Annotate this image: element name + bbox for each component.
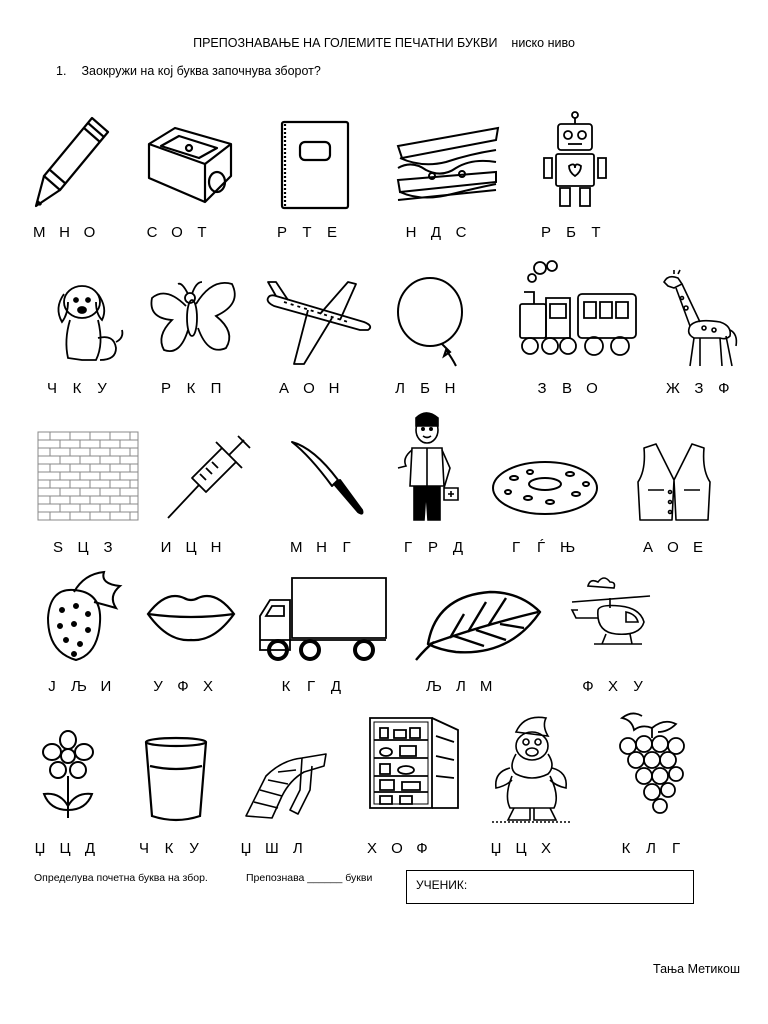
answer-letters-row3-item5 [510,539,588,556]
letter-option[interactable]: В [561,380,572,397]
syringe-icon [166,434,252,520]
letter-option[interactable]: О [586,380,598,397]
letter-option[interactable]: У [153,678,163,695]
letter-option[interactable]: Н [316,539,327,556]
letter-option[interactable]: К [164,840,174,857]
letter-option[interactable]: З [103,539,113,556]
letter-option[interactable]: Ш [265,840,279,857]
letter-option[interactable]: Њ [560,539,576,556]
brick-wall-icon [36,430,140,522]
puppy-icon [50,278,126,366]
letter-option[interactable]: Н [59,224,70,241]
knife-icon [290,438,366,518]
answer-letters-row2-item1 [46,380,121,397]
answer-letters-row2-item3 [278,380,353,397]
fridge-icon [366,716,464,812]
answer-letters-row4-item5 [582,678,657,695]
strawberry-icon [44,566,124,664]
answer-letters-row2-item6 [666,380,743,397]
letter-option[interactable]: Љ [426,678,442,695]
letter-option[interactable]: М [290,539,303,556]
letter-option[interactable]: Д [430,224,442,241]
letter-option[interactable]: К [72,380,82,397]
letter-option[interactable]: И [100,678,112,695]
student-label: УЧЕНИК: [416,878,468,892]
answer-letters-row1-item4 [405,224,480,241]
giraffe-icon [660,270,740,368]
leaf-icon [414,586,542,662]
glass-icon [144,736,208,824]
letter-option[interactable]: З [537,380,547,397]
letter-option[interactable]: Т [302,224,312,241]
letter-option[interactable]: Ч [139,840,149,857]
letter-option[interactable]: Х [202,678,213,695]
sandwich-icon [392,124,504,206]
answer-letters-row5-item2 [138,840,213,857]
answer-letters-row1-item3 [276,224,351,241]
answer-letters-row3-item2 [160,539,235,556]
letter-option[interactable]: Л [292,840,303,857]
letter-option[interactable]: У [633,678,643,695]
letter-option[interactable]: Е [692,539,703,556]
letter-option[interactable]: К [621,840,631,857]
letter-option[interactable]: О [171,224,183,241]
letter-option[interactable]: Љ [71,678,87,695]
letter-option[interactable]: Б [420,380,430,397]
letter-option[interactable]: Г [671,840,681,857]
letter-option[interactable]: Р [276,224,287,241]
answer-letters-row4-item2 [152,678,227,695]
letter-option[interactable]: Х [540,840,551,857]
letters-recognized-field[interactable]: Препознава ______ букви [246,872,373,884]
flower-icon [36,730,100,822]
answer-letters-row3-item3 [290,539,366,556]
letter-option[interactable]: Д [84,840,96,857]
answer-letters-row1-item5 [540,224,615,241]
letter-option[interactable]: Ф [177,678,189,695]
letter-option[interactable]: О [83,224,96,241]
lips-icon [146,588,236,642]
letter-option[interactable]: Џ [240,840,252,857]
letter-option[interactable]: Т [591,224,601,241]
letter-option[interactable]: Т [197,224,207,241]
vest-icon [636,440,712,524]
letter-option[interactable]: С [455,224,467,241]
letter-option[interactable]: А [642,539,653,556]
letter-option[interactable]: Ч [47,380,57,397]
letter-option[interactable]: Ц [77,539,89,556]
letter-option[interactable]: М [33,224,46,241]
letter-option[interactable]: К [186,380,196,397]
letter-option[interactable]: М [479,678,493,695]
letter-option[interactable]: Л [395,380,405,397]
doctor-icon [392,408,462,526]
letter-option[interactable]: С [146,224,158,241]
helicopter-icon [570,574,662,660]
answer-letters-row5-item4 [366,840,441,857]
letter-option[interactable]: Р [540,224,551,241]
letter-option[interactable]: Н [328,380,340,397]
letter-option[interactable]: Х [366,840,377,857]
author-name: Тања Метикош [653,962,740,976]
pencil-icon [30,112,114,212]
butterfly-icon [146,276,242,360]
letter-option[interactable]: Ф [718,380,730,397]
letter-option[interactable]: Г [342,539,351,556]
letter-option[interactable]: Н [210,539,222,556]
answer-letters-row2-item4 [394,380,469,397]
letter-option[interactable]: Л [455,678,466,695]
letter-option[interactable]: К [281,678,291,695]
letter-option[interactable]: Д [452,539,464,556]
letter-option[interactable]: Ц [185,539,197,556]
letter-option[interactable]: Г [511,539,521,556]
letter-option[interactable]: Џ [34,840,46,857]
letter-option[interactable]: У [97,380,107,397]
letter-option[interactable]: З [694,380,704,397]
answer-letters-row3-item1 [52,539,127,556]
letter-option[interactable]: П [210,380,222,397]
letter-option[interactable]: И [160,539,172,556]
student-name-box[interactable] [406,870,694,904]
letter-option[interactable]: Г [403,539,413,556]
answer-letters-row2-item2 [160,380,235,397]
letter-option[interactable]: Е [326,224,337,241]
sharpener-icon [145,122,235,210]
letter-option[interactable]: Г [306,678,316,695]
letter-option[interactable]: Ѕ [52,539,63,556]
dwarf-icon [486,712,576,824]
truck-icon [256,576,390,662]
letter-option[interactable]: О [391,840,403,857]
grapes-icon [612,710,694,820]
letter-option[interactable]: Н [405,224,417,241]
letter-option[interactable]: Ж [666,380,680,397]
letter-option[interactable]: О [667,539,679,556]
balloon-icon [394,276,470,368]
instruction [56,64,321,78]
letter-option[interactable]: Р [427,539,438,556]
notebook-icon [276,118,352,212]
answer-letters-row5-item3 [240,840,317,857]
answer-letters-row5-item5 [490,840,565,857]
answer-letters-row1-item1 [33,224,109,241]
answer-letters-row4-item1 [46,678,125,695]
answer-letters-row2-item5 [536,380,611,397]
page-title: ПРЕПОЗНАВАЊЕ НА ГОЛЕМИТЕ ПЕЧАТНИ БУКВИ ниско ниво [193,36,575,50]
train-icon [512,260,640,360]
skill-description: Определува почетна буква на збор. [34,872,208,884]
letter-option[interactable]: Ф [582,678,594,695]
letter-option[interactable]: Д [330,678,342,695]
letter-option[interactable]: А [278,380,289,397]
letter-option[interactable]: Ј [48,678,56,695]
scarf-icon [242,750,330,822]
answer-letters-row1-item2 [146,224,221,241]
letter-option[interactable]: Б [566,224,576,241]
answer-letters-row3-item4 [402,539,477,556]
letter-option[interactable]: Ц [515,840,527,857]
answer-letters-row5-item6 [620,840,695,857]
letter-option[interactable]: Х [607,678,618,695]
letter-option[interactable]: Ц [59,840,71,857]
letter-option[interactable]: Џ [490,840,502,857]
letter-option[interactable]: Р [160,380,171,397]
instruction-number: 1. [56,64,67,78]
letter-option[interactable]: Л [646,840,656,857]
letter-option[interactable]: У [189,840,199,857]
letter-option[interactable]: О [303,380,315,397]
donut-icon [490,460,600,516]
airplane-icon [264,280,376,366]
robot-icon [540,110,610,210]
letter-option[interactable]: Н [444,380,456,397]
answer-letters-row3-item6 [642,539,717,556]
instruction-text: Заокружи на кој буква започнува зборот? [81,64,321,78]
letter-option[interactable]: Ѓ [536,539,546,556]
letter-option[interactable]: Ф [416,840,428,857]
answer-letters-row4-item4 [426,678,505,695]
answer-letters-row4-item3 [280,678,355,695]
answer-letters-row5-item1 [34,840,109,857]
